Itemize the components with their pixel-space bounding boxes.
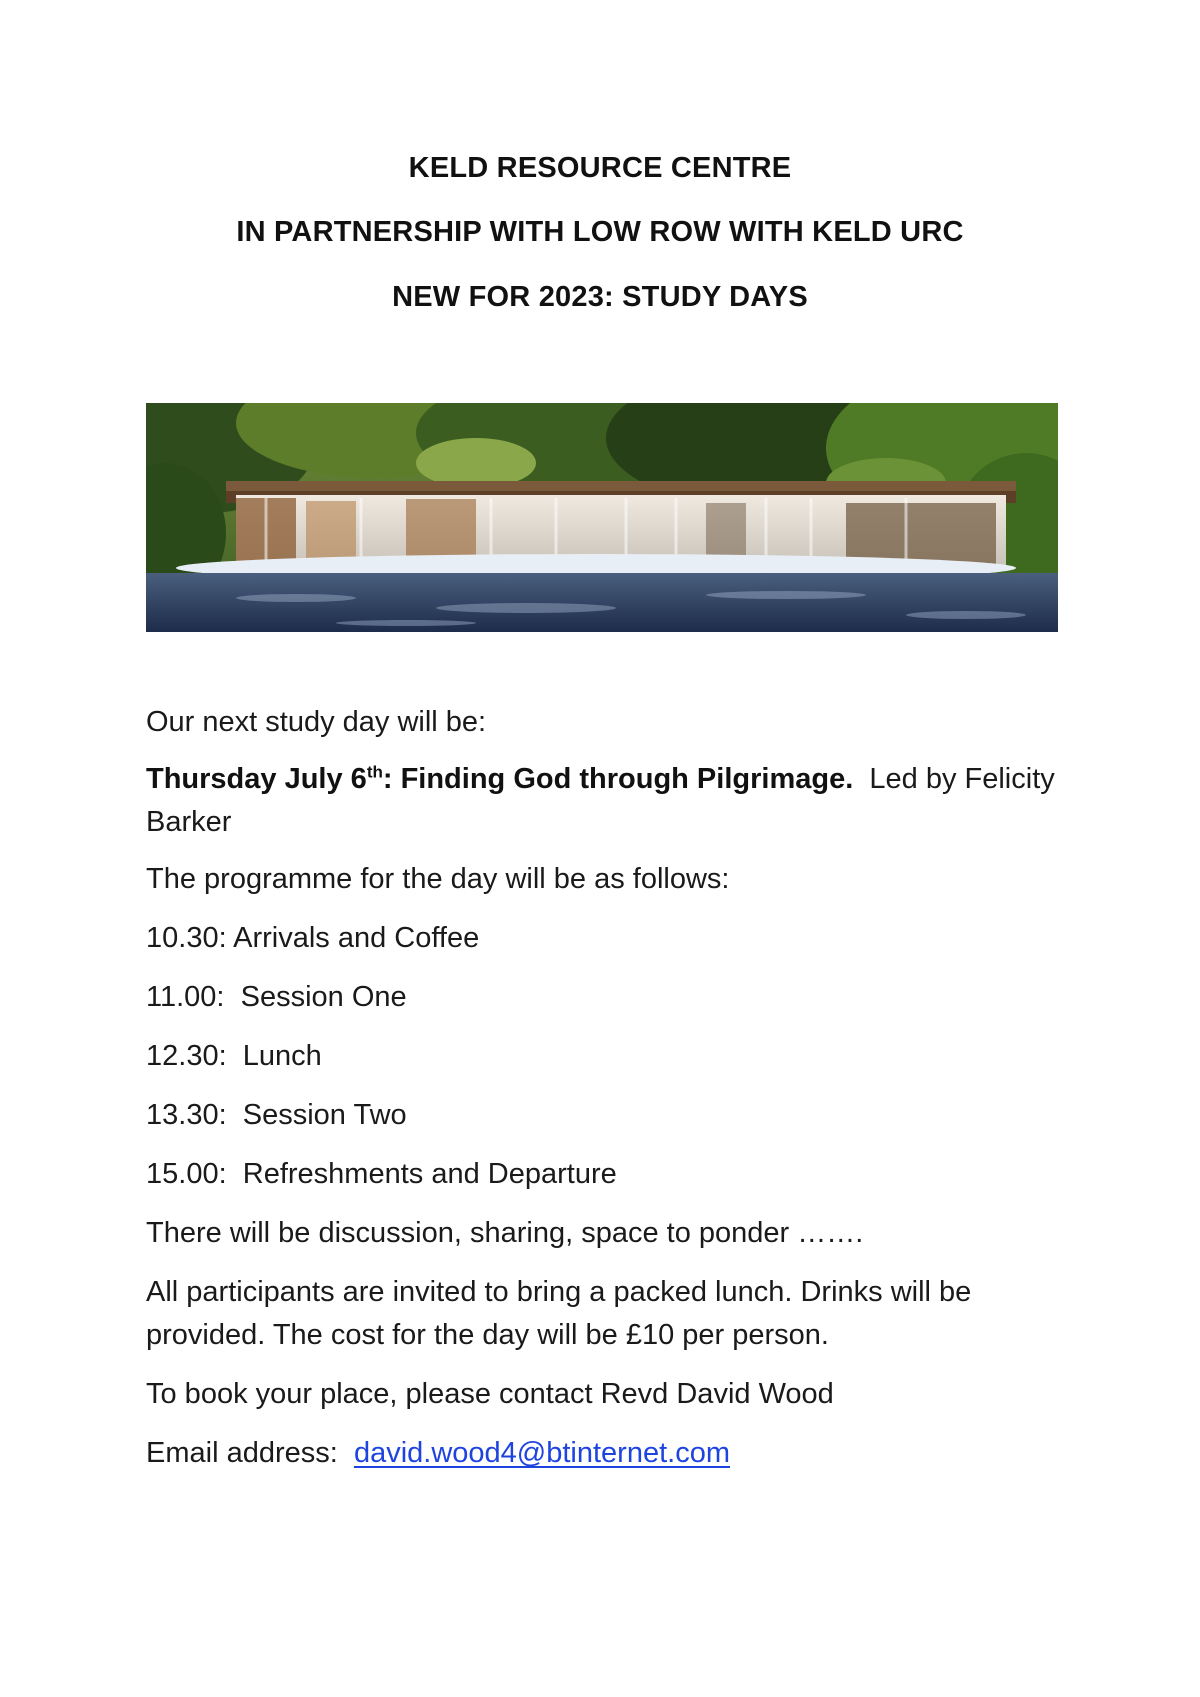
schedule-activity: Session Two	[242, 1099, 407, 1131]
schedule-time: 10.30:	[146, 922, 227, 954]
booking-text: To book your place, please contact Revd David Wood	[146, 1378, 834, 1410]
schedule-activity: Arrivals and Coffee	[233, 922, 480, 954]
schedule-activity: Session One	[240, 981, 407, 1013]
discussion-text: There will be discussion, sharing, space to ponder …….	[146, 1217, 864, 1249]
email-line	[146, 1432, 1056, 1475]
schedule-time: 15.00:	[146, 1158, 227, 1190]
partnership-subtitle: IN PARTNERSHIP WITH LOW ROW WITH KELD URC	[236, 216, 964, 248]
event-date-suffix: th	[366, 762, 383, 782]
schedule-time: 11.00:	[146, 981, 225, 1013]
event-details	[146, 758, 1056, 844]
event-title: : Finding God through Pilgrimage.	[382, 763, 854, 795]
study-days-title: NEW FOR 2023: STUDY DAYS	[392, 281, 808, 313]
email-link[interactable]: david.wood4@btinternet.com	[353, 1437, 730, 1469]
schedule-time: 12.30:	[146, 1040, 227, 1072]
waterfall-photo-icon	[146, 403, 1058, 632]
schedule-item	[146, 1094, 1056, 1137]
schedule-activity: Refreshments and Departure	[242, 1158, 617, 1190]
email-label: Email address:	[146, 1437, 338, 1469]
waterfall-banner-image	[146, 403, 1058, 632]
schedule-item	[146, 976, 1056, 1019]
schedule-activity: Lunch	[242, 1040, 322, 1072]
centre-title: KELD RESOURCE CENTRE	[408, 152, 792, 184]
event-date-day: Thursday July 6	[146, 763, 367, 795]
programme-intro: The programme for the day will be as follows:	[146, 863, 730, 895]
schedule-item	[146, 1153, 1056, 1196]
event-date	[146, 763, 853, 795]
event-leader: Led by Felicity Barker	[146, 763, 1055, 838]
schedule-time: 13.30:	[146, 1099, 227, 1131]
intro-text: Our next study day will be:	[146, 706, 487, 738]
lunch-note: All participants are invited to bring a packed lunch. Drinks will be provided. The cost for the day will be £10 per person.	[146, 1276, 972, 1351]
schedule-item	[146, 917, 1056, 960]
schedule-item	[146, 1035, 1056, 1078]
